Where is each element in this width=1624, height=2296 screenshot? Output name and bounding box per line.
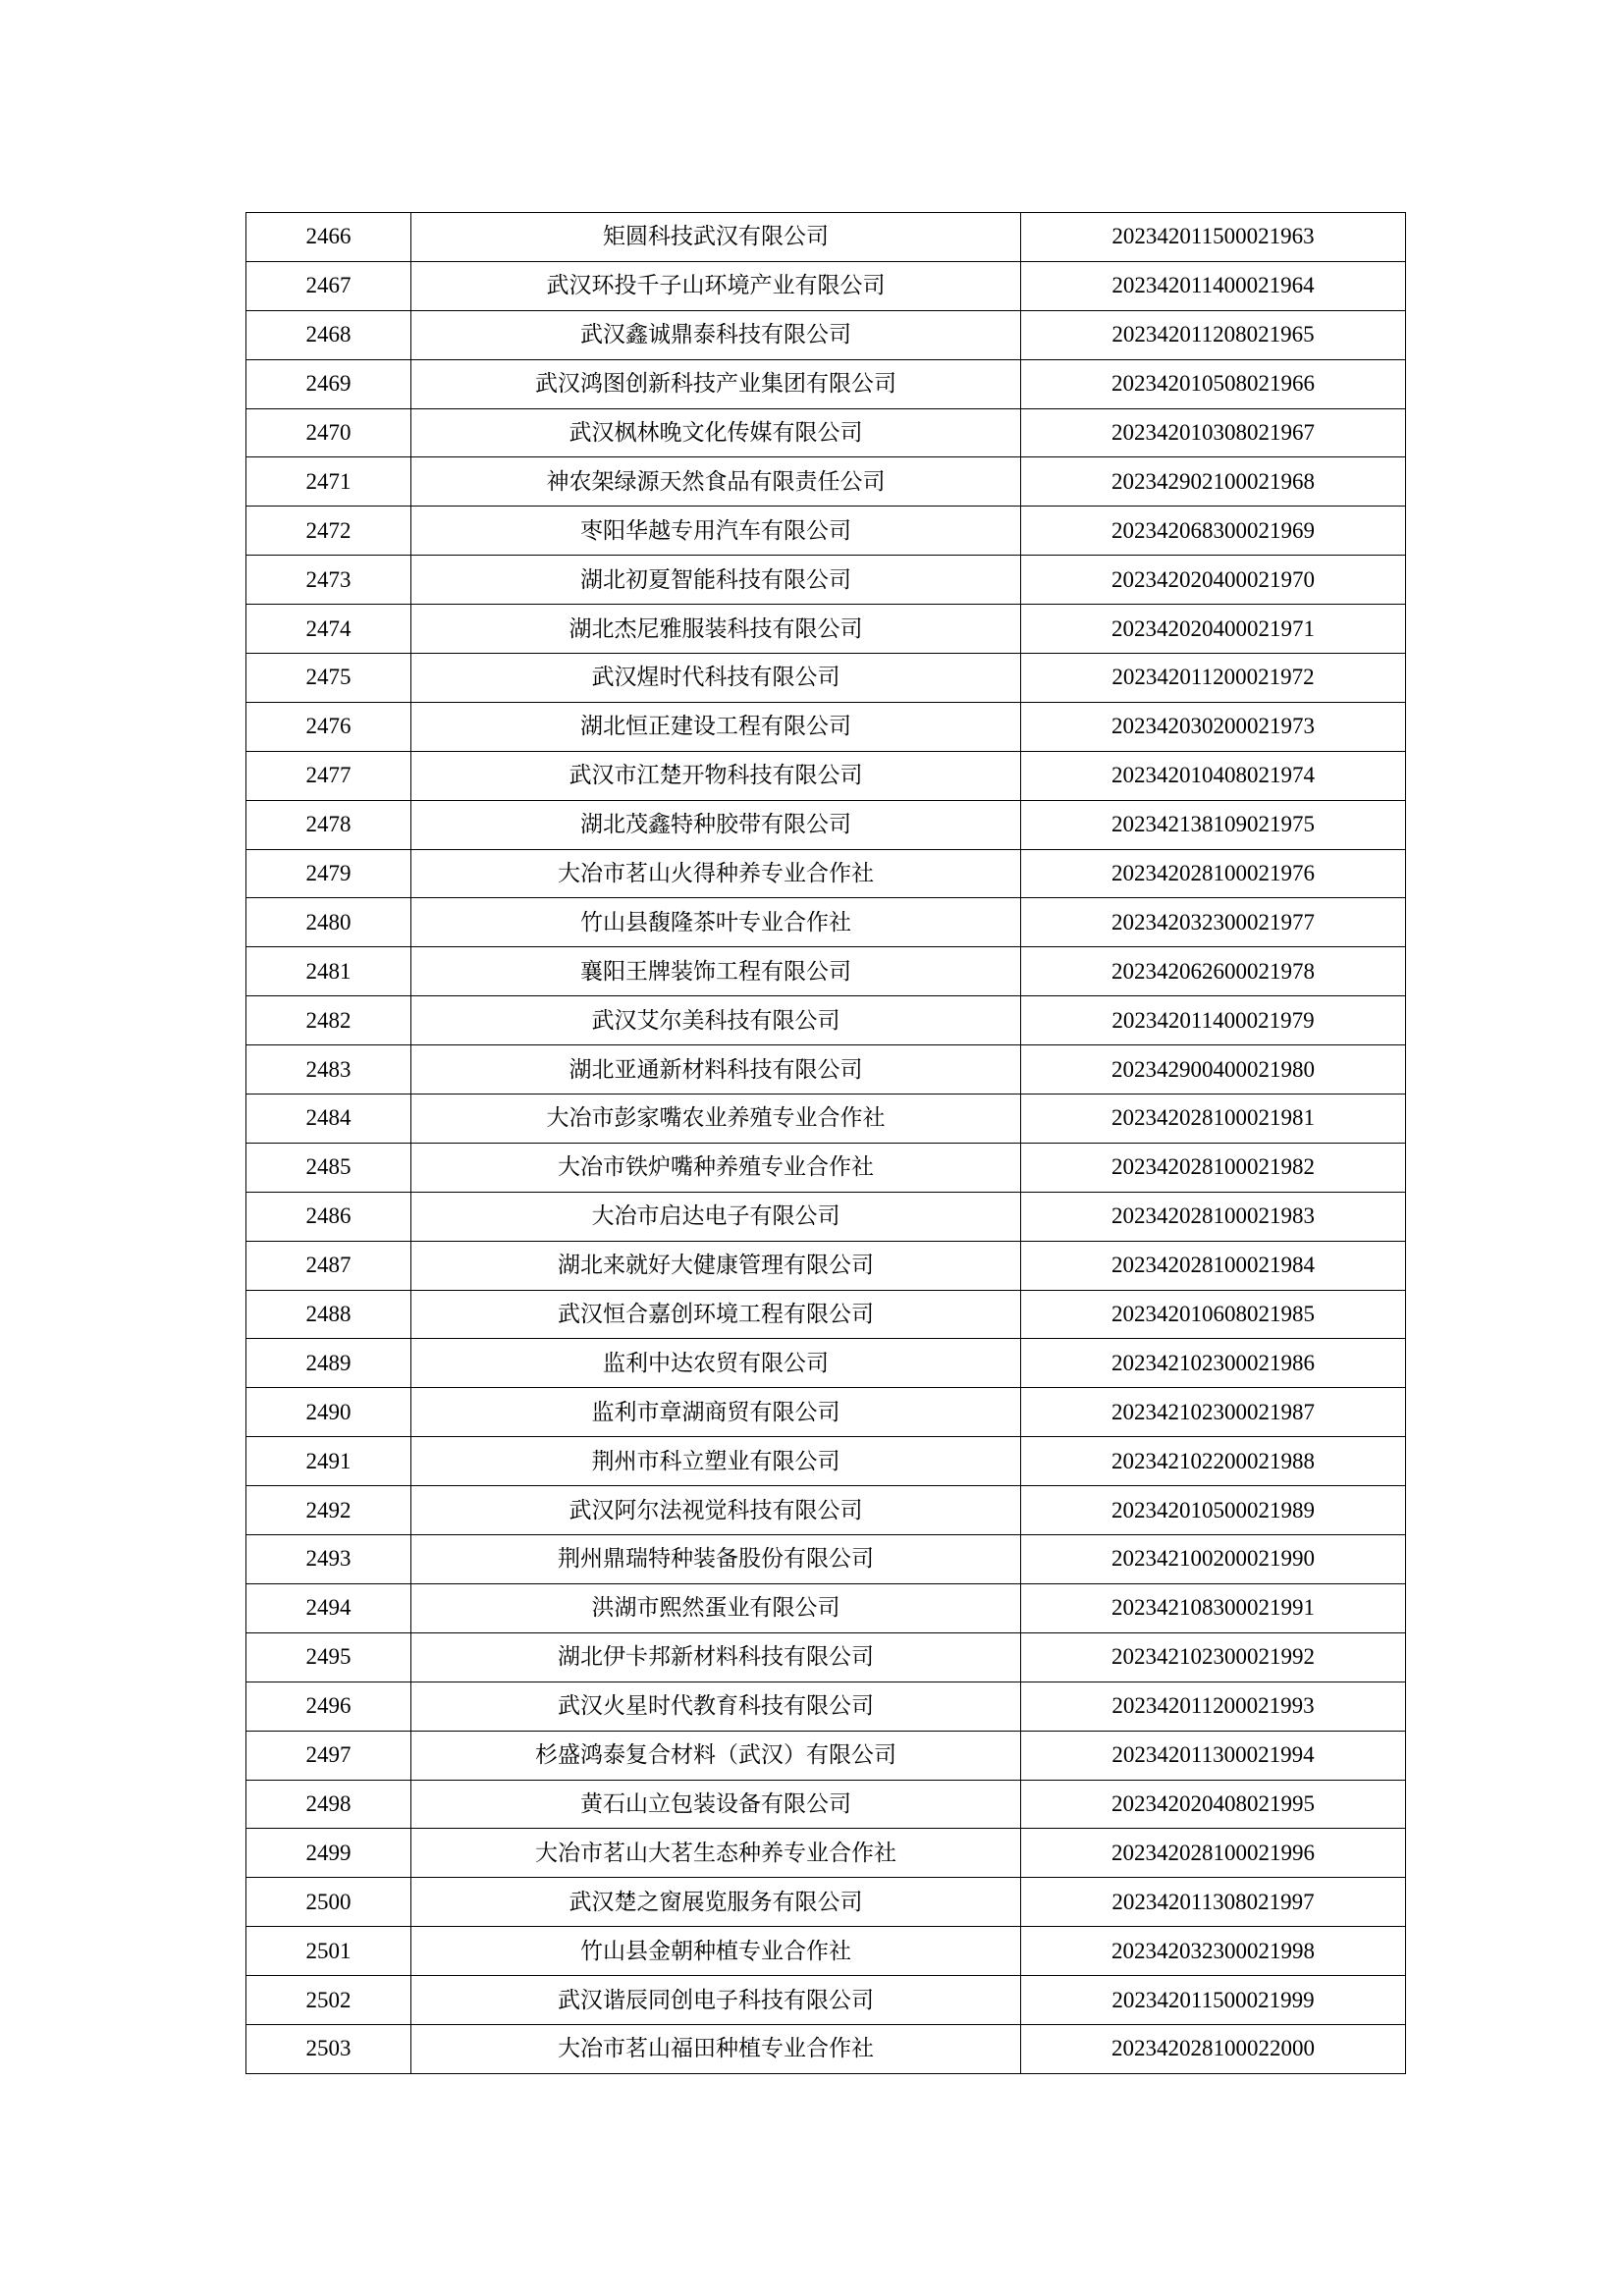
registration-code-cell: 202342011308021997 (1021, 1878, 1406, 1927)
table-row (246, 1192, 1406, 1241)
row-number-cell: 2468 (246, 310, 411, 359)
row-number-cell: 2486 (246, 1192, 411, 1241)
table-row (246, 1878, 1406, 1927)
registration-code-cell: 202342100200021990 (1021, 1535, 1406, 1584)
registration-code-cell: 202342011400021979 (1021, 996, 1406, 1045)
registration-code-cell: 202342102300021987 (1021, 1388, 1406, 1437)
registration-code-cell: 202342020400021970 (1021, 556, 1406, 605)
table-row (246, 1437, 1406, 1486)
table-row (246, 751, 1406, 800)
company-name-cell: 杉盛鸿泰复合材料（武汉）有限公司 (411, 1731, 1021, 1780)
registration-code-cell: 202342102300021986 (1021, 1339, 1406, 1388)
company-name-cell: 神农架绿源天然食品有限责任公司 (411, 457, 1021, 507)
company-name-cell: 湖北亚通新材料科技有限公司 (411, 1045, 1021, 1095)
row-number-cell: 2485 (246, 1143, 411, 1192)
table-row (246, 359, 1406, 408)
company-name-cell: 湖北伊卡邦新材料科技有限公司 (411, 1632, 1021, 1682)
registration-code-cell: 202342028100021983 (1021, 1192, 1406, 1241)
company-name-cell: 大冶市茗山大茗生态种养专业合作社 (411, 1829, 1021, 1878)
row-number-cell: 2501 (246, 1927, 411, 1976)
company-name-cell: 武汉环投千子山环境产业有限公司 (411, 261, 1021, 310)
table-row (246, 1241, 1406, 1290)
table-row (246, 898, 1406, 947)
table-row (246, 310, 1406, 359)
registration-code-cell: 202342011500021999 (1021, 1976, 1406, 2025)
row-number-cell: 2466 (246, 213, 411, 262)
table-row (246, 1632, 1406, 1682)
registration-code-cell: 202342030200021973 (1021, 702, 1406, 751)
company-name-cell: 大冶市彭家嘴农业养殖专业合作社 (411, 1095, 1021, 1144)
row-number-cell: 2498 (246, 1780, 411, 1829)
registration-code-cell: 202342032300021998 (1021, 1927, 1406, 1976)
row-number-cell: 2470 (246, 408, 411, 457)
registration-code-cell: 202342028100022000 (1021, 2024, 1406, 2073)
company-name-cell: 大冶市茗山福田种植专业合作社 (411, 2024, 1021, 2073)
row-number-cell: 2488 (246, 1290, 411, 1339)
table-row (246, 1682, 1406, 1731)
registration-code-cell: 202342028100021982 (1021, 1143, 1406, 1192)
table-row (246, 1731, 1406, 1780)
company-name-cell: 竹山县馥隆茶叶专业合作社 (411, 898, 1021, 947)
company-name-cell: 湖北茂鑫特种胶带有限公司 (411, 800, 1021, 849)
table-row (246, 1976, 1406, 2025)
table-row (246, 1388, 1406, 1437)
registration-code-cell: 202342011208021965 (1021, 310, 1406, 359)
table-row (246, 213, 1406, 262)
company-name-cell: 大冶市启达电子有限公司 (411, 1192, 1021, 1241)
registration-code-cell: 202342011200021972 (1021, 654, 1406, 703)
table-row (246, 556, 1406, 605)
row-number-cell: 2495 (246, 1632, 411, 1682)
table-row (246, 1339, 1406, 1388)
company-name-cell: 武汉阿尔法视觉科技有限公司 (411, 1486, 1021, 1535)
registry-table-body (246, 213, 1406, 2074)
company-name-cell: 武汉楚之窗展览服务有限公司 (411, 1878, 1021, 1927)
registration-code-cell: 202342020408021995 (1021, 1780, 1406, 1829)
row-number-cell: 2494 (246, 1583, 411, 1632)
table-row (246, 507, 1406, 556)
table-row (246, 1143, 1406, 1192)
table-row (246, 1829, 1406, 1878)
registration-code-cell: 202342068300021969 (1021, 507, 1406, 556)
row-number-cell: 2500 (246, 1878, 411, 1927)
table-row (246, 1583, 1406, 1632)
company-name-cell: 武汉煋时代科技有限公司 (411, 654, 1021, 703)
company-name-cell: 矩圆科技武汉有限公司 (411, 213, 1021, 262)
row-number-cell: 2480 (246, 898, 411, 947)
row-number-cell: 2502 (246, 1976, 411, 2025)
table-row (246, 702, 1406, 751)
row-number-cell: 2472 (246, 507, 411, 556)
company-name-cell: 襄阳王牌装饰工程有限公司 (411, 947, 1021, 996)
registration-code-cell: 202342011300021994 (1021, 1731, 1406, 1780)
company-name-cell: 湖北来就好大健康管理有限公司 (411, 1241, 1021, 1290)
table-row (246, 1780, 1406, 1829)
table-row (246, 1486, 1406, 1535)
row-number-cell: 2496 (246, 1682, 411, 1731)
table-row (246, 800, 1406, 849)
company-name-cell: 湖北恒正建设工程有限公司 (411, 702, 1021, 751)
company-name-cell: 黄石山立包装设备有限公司 (411, 1780, 1021, 1829)
registration-code-cell: 202342011500021963 (1021, 213, 1406, 262)
company-name-cell: 武汉枫林晚文化传媒有限公司 (411, 408, 1021, 457)
registration-code-cell: 202342010608021985 (1021, 1290, 1406, 1339)
table-row (246, 1045, 1406, 1095)
row-number-cell: 2475 (246, 654, 411, 703)
table-row (246, 2024, 1406, 2073)
row-number-cell: 2479 (246, 849, 411, 898)
registration-code-cell: 202342062600021978 (1021, 947, 1406, 996)
row-number-cell: 2478 (246, 800, 411, 849)
row-number-cell: 2482 (246, 996, 411, 1045)
row-number-cell: 2483 (246, 1045, 411, 1095)
row-number-cell: 2503 (246, 2024, 411, 2073)
table-row (246, 849, 1406, 898)
table-row (246, 654, 1406, 703)
row-number-cell: 2469 (246, 359, 411, 408)
table-row (246, 1535, 1406, 1584)
table-row (246, 605, 1406, 654)
registry-table (245, 212, 1406, 2074)
registration-code-cell: 202342102300021992 (1021, 1632, 1406, 1682)
table-row (246, 947, 1406, 996)
registration-code-cell: 202342902100021968 (1021, 457, 1406, 507)
company-name-cell: 大冶市铁炉嘴种养殖专业合作社 (411, 1143, 1021, 1192)
company-name-cell: 荆州鼎瑞特种装备股份有限公司 (411, 1535, 1021, 1584)
company-name-cell: 大冶市茗山火得种养专业合作社 (411, 849, 1021, 898)
registration-code-cell: 202342010508021966 (1021, 359, 1406, 408)
registration-code-cell: 202342028100021976 (1021, 849, 1406, 898)
registration-code-cell: 202342011200021993 (1021, 1682, 1406, 1731)
row-number-cell: 2473 (246, 556, 411, 605)
company-name-cell: 武汉恒合嘉创环境工程有限公司 (411, 1290, 1021, 1339)
registration-code-cell: 202342900400021980 (1021, 1045, 1406, 1095)
registration-code-cell: 202342102200021988 (1021, 1437, 1406, 1486)
table-row (246, 1927, 1406, 1976)
company-name-cell: 武汉市江楚开物科技有限公司 (411, 751, 1021, 800)
company-name-cell: 武汉火星时代教育科技有限公司 (411, 1682, 1021, 1731)
registration-code-cell: 202342028100021984 (1021, 1241, 1406, 1290)
company-name-cell: 荆州市科立塑业有限公司 (411, 1437, 1021, 1486)
table-row (246, 1095, 1406, 1144)
row-number-cell: 2467 (246, 261, 411, 310)
company-name-cell: 武汉鑫诚鼎泰科技有限公司 (411, 310, 1021, 359)
company-name-cell: 监利中达农贸有限公司 (411, 1339, 1021, 1388)
company-name-cell: 湖北初夏智能科技有限公司 (411, 556, 1021, 605)
row-number-cell: 2471 (246, 457, 411, 507)
registration-code-cell: 202342010408021974 (1021, 751, 1406, 800)
company-name-cell: 武汉谐辰同创电子科技有限公司 (411, 1976, 1021, 2025)
row-number-cell: 2481 (246, 947, 411, 996)
row-number-cell: 2476 (246, 702, 411, 751)
registration-code-cell: 202342032300021977 (1021, 898, 1406, 947)
table-row (246, 457, 1406, 507)
row-number-cell: 2489 (246, 1339, 411, 1388)
row-number-cell: 2474 (246, 605, 411, 654)
company-name-cell: 监利市章湖商贸有限公司 (411, 1388, 1021, 1437)
row-number-cell: 2477 (246, 751, 411, 800)
company-name-cell: 竹山县金朝种植专业合作社 (411, 1927, 1021, 1976)
row-number-cell: 2487 (246, 1241, 411, 1290)
company-name-cell: 洪湖市熙然蛋业有限公司 (411, 1583, 1021, 1632)
registration-code-cell: 202342108300021991 (1021, 1583, 1406, 1632)
registration-code-cell: 202342011400021964 (1021, 261, 1406, 310)
row-number-cell: 2492 (246, 1486, 411, 1535)
registration-code-cell: 202342028100021996 (1021, 1829, 1406, 1878)
registration-code-cell: 202342020400021971 (1021, 605, 1406, 654)
table-row (246, 1290, 1406, 1339)
company-name-cell: 湖北杰尼雅服装科技有限公司 (411, 605, 1021, 654)
row-number-cell: 2497 (246, 1731, 411, 1780)
company-name-cell: 枣阳华越专用汽车有限公司 (411, 507, 1021, 556)
table-row (246, 408, 1406, 457)
registration-code-cell: 202342010308021967 (1021, 408, 1406, 457)
row-number-cell: 2490 (246, 1388, 411, 1437)
row-number-cell: 2493 (246, 1535, 411, 1584)
registration-code-cell: 202342028100021981 (1021, 1095, 1406, 1144)
registration-code-cell: 202342138109021975 (1021, 800, 1406, 849)
table-row (246, 261, 1406, 310)
company-name-cell: 武汉鸿图创新科技产业集团有限公司 (411, 359, 1021, 408)
table-row (246, 996, 1406, 1045)
registration-code-cell: 202342010500021989 (1021, 1486, 1406, 1535)
company-name-cell: 武汉艾尔美科技有限公司 (411, 996, 1021, 1045)
row-number-cell: 2491 (246, 1437, 411, 1486)
row-number-cell: 2499 (246, 1829, 411, 1878)
row-number-cell: 2484 (246, 1095, 411, 1144)
